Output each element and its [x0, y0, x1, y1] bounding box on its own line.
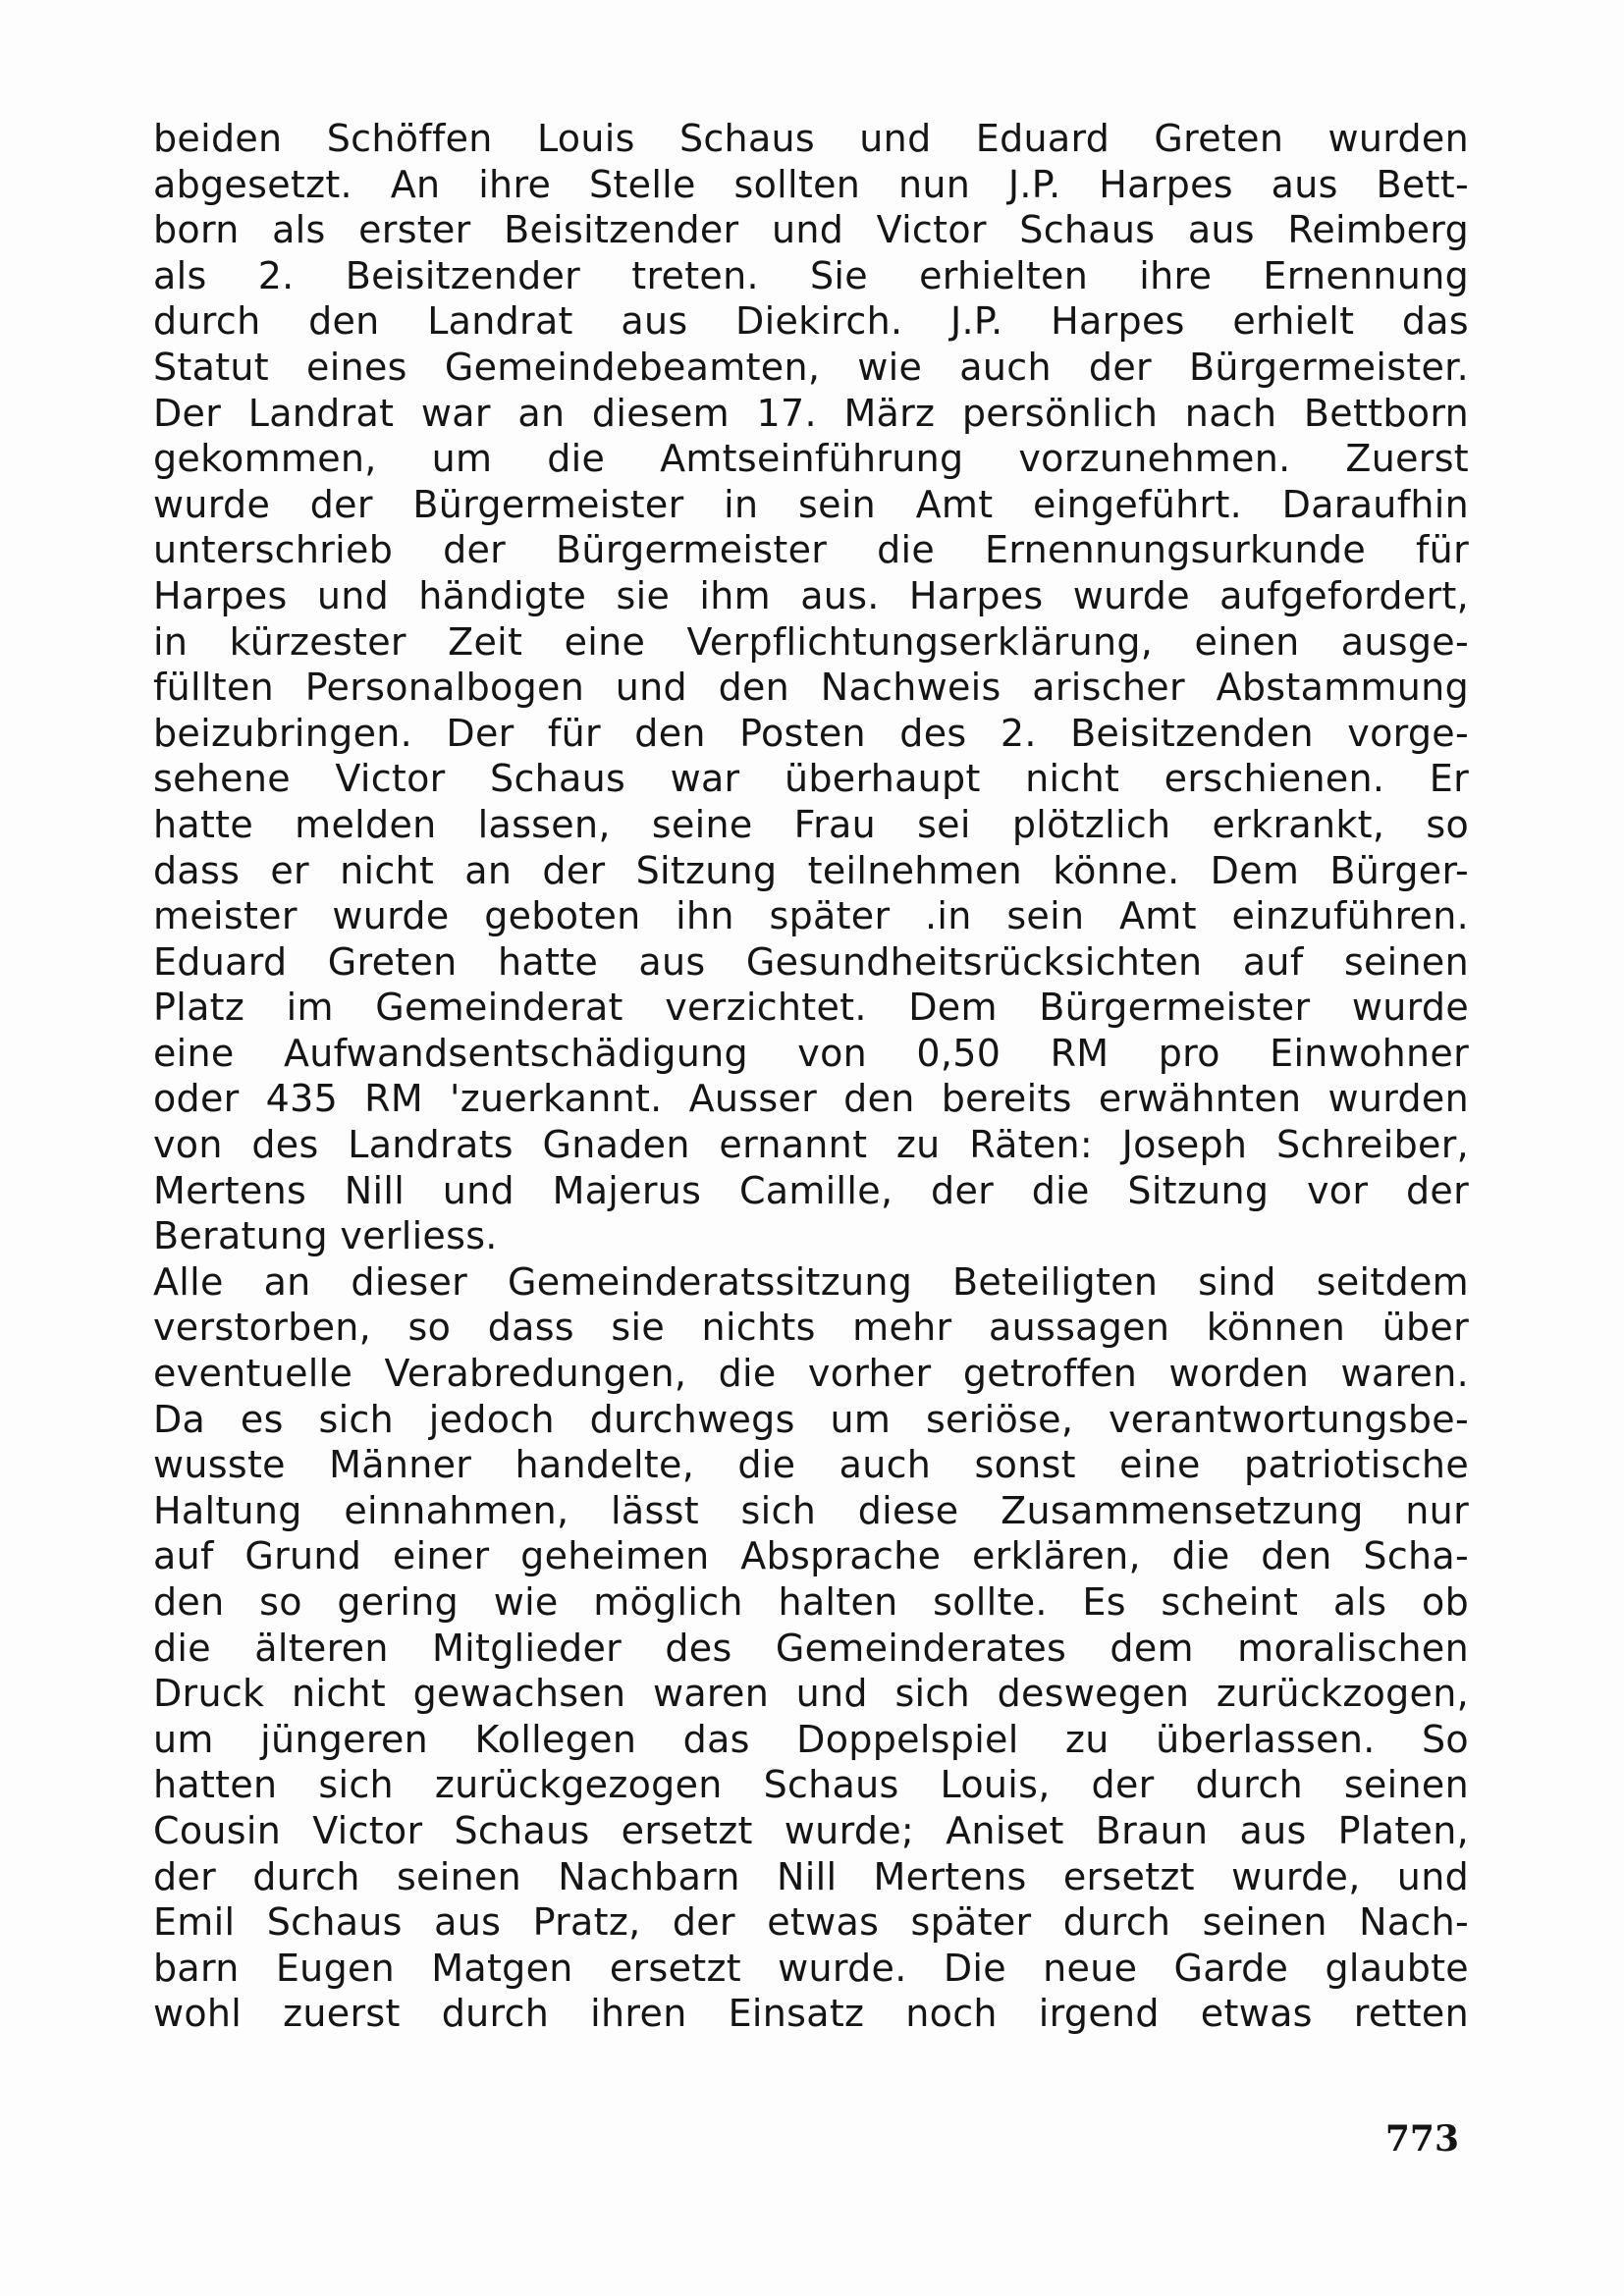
- text-line: Da es sich jedoch durchwegs um seriöse, verantwortungsbe-: [153, 1397, 1469, 1441]
- body-text: [153, 116, 1469, 2037]
- text-line: füllten Personalbogen und den Nachweis arischer Abstammung: [153, 666, 1469, 710]
- text-line: hatten sich zurückgezogen Schaus Louis, der durch seinen: [153, 1763, 1469, 1807]
- text-line: die älteren Mitglieder des Gemeinderates dem moralischen: [153, 1626, 1469, 1670]
- text-line: oder 435 RM 'zuerkannt. Ausser den bereits erwähnten wurden: [153, 1077, 1469, 1121]
- text-line: verstorben, so dass sie nichts mehr aussagen können über: [153, 1306, 1469, 1350]
- text-line: Platz im Gemeinderat verzichtet. Dem Bürgermeister wurde: [153, 986, 1469, 1030]
- text-line: Alle an dieser Gemeinderatssitzung Beteiligten sind seitdem: [153, 1259, 1469, 1304]
- text-line: Beratung verliess.: [153, 1214, 498, 1258]
- text-line: der durch seinen Nachbarn Nill Mertens ersetzt wurde, und: [153, 1854, 1469, 1898]
- text-line: sehene Victor Schaus war überhaupt nicht erschienen. Er: [153, 757, 1469, 801]
- page-number: 773: [1384, 2118, 1459, 2160]
- text-line: um jüngeren Kollegen das Doppelspiel zu überlassen. So: [153, 1717, 1469, 1761]
- text-line: Statut eines Gemeindebeamten, wie auch der Bürgermeister.: [153, 345, 1469, 389]
- text-line: hatte melden lassen, seine Frau sei plötzlich erkrankt, so: [153, 802, 1469, 846]
- text-line: wurde der Bürgermeister in sein Amt eingeführt. Daraufhin: [153, 482, 1469, 526]
- text-line: Druck nicht gewachsen waren und sich deswegen zurückzogen,: [153, 1672, 1469, 1716]
- text-line: abgesetzt. An ihre Stelle sollten nun J.P. Harpes aus Bett-: [153, 162, 1469, 206]
- text-line: meister wurde geboten ihn später .in sein Amt einzuführen.: [153, 894, 1469, 938]
- text-line: barn Eugen Matgen ersetzt wurde. Die neue Garde glaubte: [153, 1946, 1469, 1990]
- text-line: Der Landrat war an diesem 17. März persönlich nach Bettborn: [153, 391, 1469, 435]
- text-line: dass er nicht an der Sitzung teilnehmen könne. Dem Bürger-: [153, 848, 1469, 892]
- text-line: Emil Schaus aus Pratz, der etwas später durch seinen Nach-: [153, 1900, 1469, 1945]
- text-line: Eduard Greten hatte aus Gesundheitsrücksichten auf seinen: [153, 939, 1469, 984]
- text-line: als 2. Beisitzender treten. Sie erhielten ihre Ernennung: [153, 253, 1469, 297]
- text-line: gekommen, um die Amtseinführung vorzunehmen. Zuerst: [153, 437, 1469, 481]
- text-line: Harpes und händigte sie ihm aus. Harpes wurde aufgefordert,: [153, 573, 1469, 617]
- text-line: wusste Männer handelte, die auch sonst eine patriotische: [153, 1443, 1469, 1487]
- text-line: in kürzester Zeit eine Verpflichtungserklärung, einen ausge-: [153, 619, 1469, 664]
- text-line: unterschrieb der Bürgermeister die Ernennungsurkunde für: [153, 528, 1469, 572]
- text-line: born als erster Beisitzender und Victor Schaus aus Reimberg: [153, 208, 1469, 252]
- text-line: Mertens Nill und Majerus Camille, der die Sitzung vor der: [153, 1168, 1469, 1212]
- text-line: Haltung einnahmen, lässt sich diese Zusammensetzung nur: [153, 1488, 1469, 1532]
- text-line: Cousin Victor Schaus ersetzt wurde; Aniset Braun aus Platen,: [153, 1808, 1469, 1852]
- text-line: den so gering wie möglich halten sollte. Es scheint als ob: [153, 1580, 1469, 1624]
- text-line: beizubringen. Der für den Posten des 2. Beisitzenden vorge-: [153, 711, 1469, 755]
- text-line: eine Aufwandsentschädigung von 0,50 RM pro Einwohner: [153, 1031, 1469, 1075]
- text-line: von des Landrats Gnaden ernannt zu Räten: Joseph Schreiber,: [153, 1123, 1469, 1167]
- text-line: wohl zuerst durch ihren Einsatz noch irgend etwas retten: [153, 1992, 1469, 2036]
- text-line: durch den Landrat aus Diekirch. J.P. Harpes erhielt das: [153, 299, 1469, 344]
- text-line: beiden Schöffen Louis Schaus und Eduard Greten wurden: [153, 117, 1469, 160]
- text-line: eventuelle Verabredungen, die vorher getroffen worden waren.: [153, 1352, 1469, 1396]
- text-line: auf Grund einer geheimen Absprache erklären, die den Scha-: [153, 1534, 1469, 1578]
